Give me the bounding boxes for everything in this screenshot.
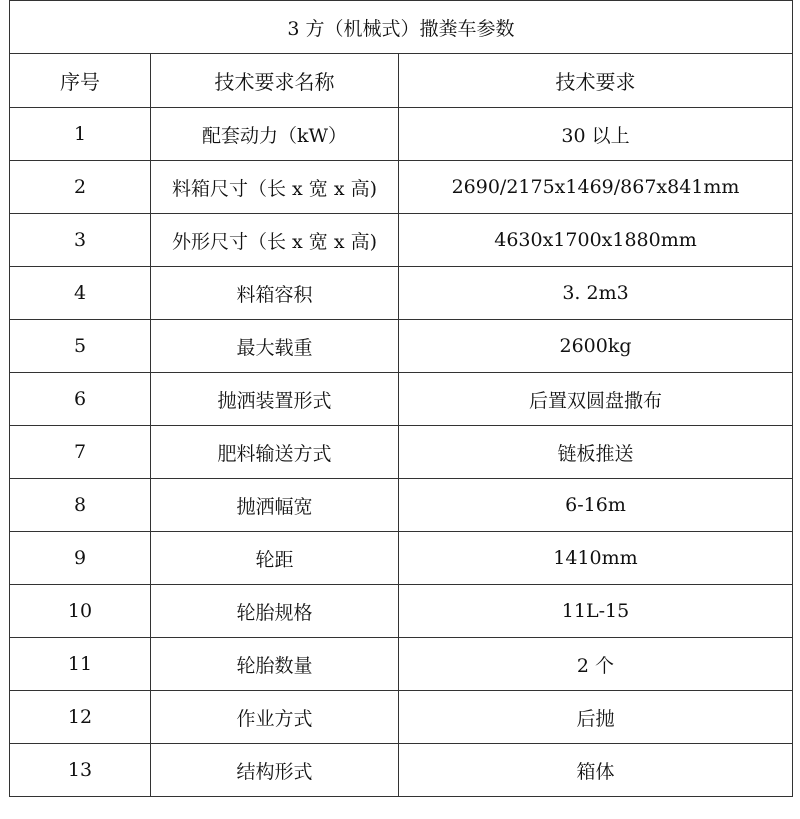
row-value: 11L-15 [399, 585, 793, 638]
row-number: 11 [10, 638, 151, 691]
row-name: 料箱容积 [151, 267, 399, 320]
row-number: 1 [10, 108, 151, 161]
row-name: 配套动力（kW） [151, 108, 399, 161]
row-number: 4 [10, 267, 151, 320]
row-number: 5 [10, 320, 151, 373]
row-number: 3 [10, 214, 151, 267]
row-name: 作业方式 [151, 691, 399, 744]
row-number: 8 [10, 479, 151, 532]
row-value: 后抛 [399, 691, 793, 744]
row-value: 2690/2175x1469/867x841mm [399, 161, 793, 214]
row-value: 箱体 [399, 744, 793, 797]
row-name: 轮距 [151, 532, 399, 585]
title-row [10, 1, 793, 54]
row-value: 2600kg [399, 320, 793, 373]
table-row [10, 479, 793, 532]
row-value: 链板推送 [399, 426, 793, 479]
row-name: 轮胎规格 [151, 585, 399, 638]
header-row [10, 54, 793, 108]
table-row [10, 320, 793, 373]
table-row [10, 744, 793, 797]
row-name: 外形尺寸（长 x 宽 x 高) [151, 214, 399, 267]
row-value: 30 以上 [399, 108, 793, 161]
row-value: 4630x1700x1880mm [399, 214, 793, 267]
row-name: 抛洒幅宽 [151, 479, 399, 532]
table-title: 3 方（机械式）撒粪车参数 [10, 1, 793, 54]
row-value: 2 个 [399, 638, 793, 691]
row-number: 7 [10, 426, 151, 479]
row-number: 2 [10, 161, 151, 214]
row-number: 9 [10, 532, 151, 585]
row-name: 料箱尺寸（长 x 宽 x 高) [151, 161, 399, 214]
table-row [10, 214, 793, 267]
spec-table [9, 0, 793, 797]
row-name: 结构形式 [151, 744, 399, 797]
row-name: 最大载重 [151, 320, 399, 373]
table-row [10, 532, 793, 585]
table-row [10, 585, 793, 638]
table-row [10, 426, 793, 479]
table-row [10, 373, 793, 426]
header-name: 技术要求名称 [151, 54, 399, 108]
row-value: 6-16m [399, 479, 793, 532]
row-value: 3. 2m3 [399, 267, 793, 320]
header-requirement: 技术要求 [399, 54, 793, 108]
row-number: 13 [10, 744, 151, 797]
table-row [10, 161, 793, 214]
header-no: 序号 [10, 54, 151, 108]
row-value: 后置双圆盘撒布 [399, 373, 793, 426]
row-name: 肥料输送方式 [151, 426, 399, 479]
table-row [10, 108, 793, 161]
table-row [10, 691, 793, 744]
row-name: 轮胎数量 [151, 638, 399, 691]
row-name: 抛洒装置形式 [151, 373, 399, 426]
table-row [10, 267, 793, 320]
row-number: 12 [10, 691, 151, 744]
table-body [10, 1, 793, 797]
row-number: 6 [10, 373, 151, 426]
table-row [10, 638, 793, 691]
row-value: 1410mm [399, 532, 793, 585]
row-number: 10 [10, 585, 151, 638]
